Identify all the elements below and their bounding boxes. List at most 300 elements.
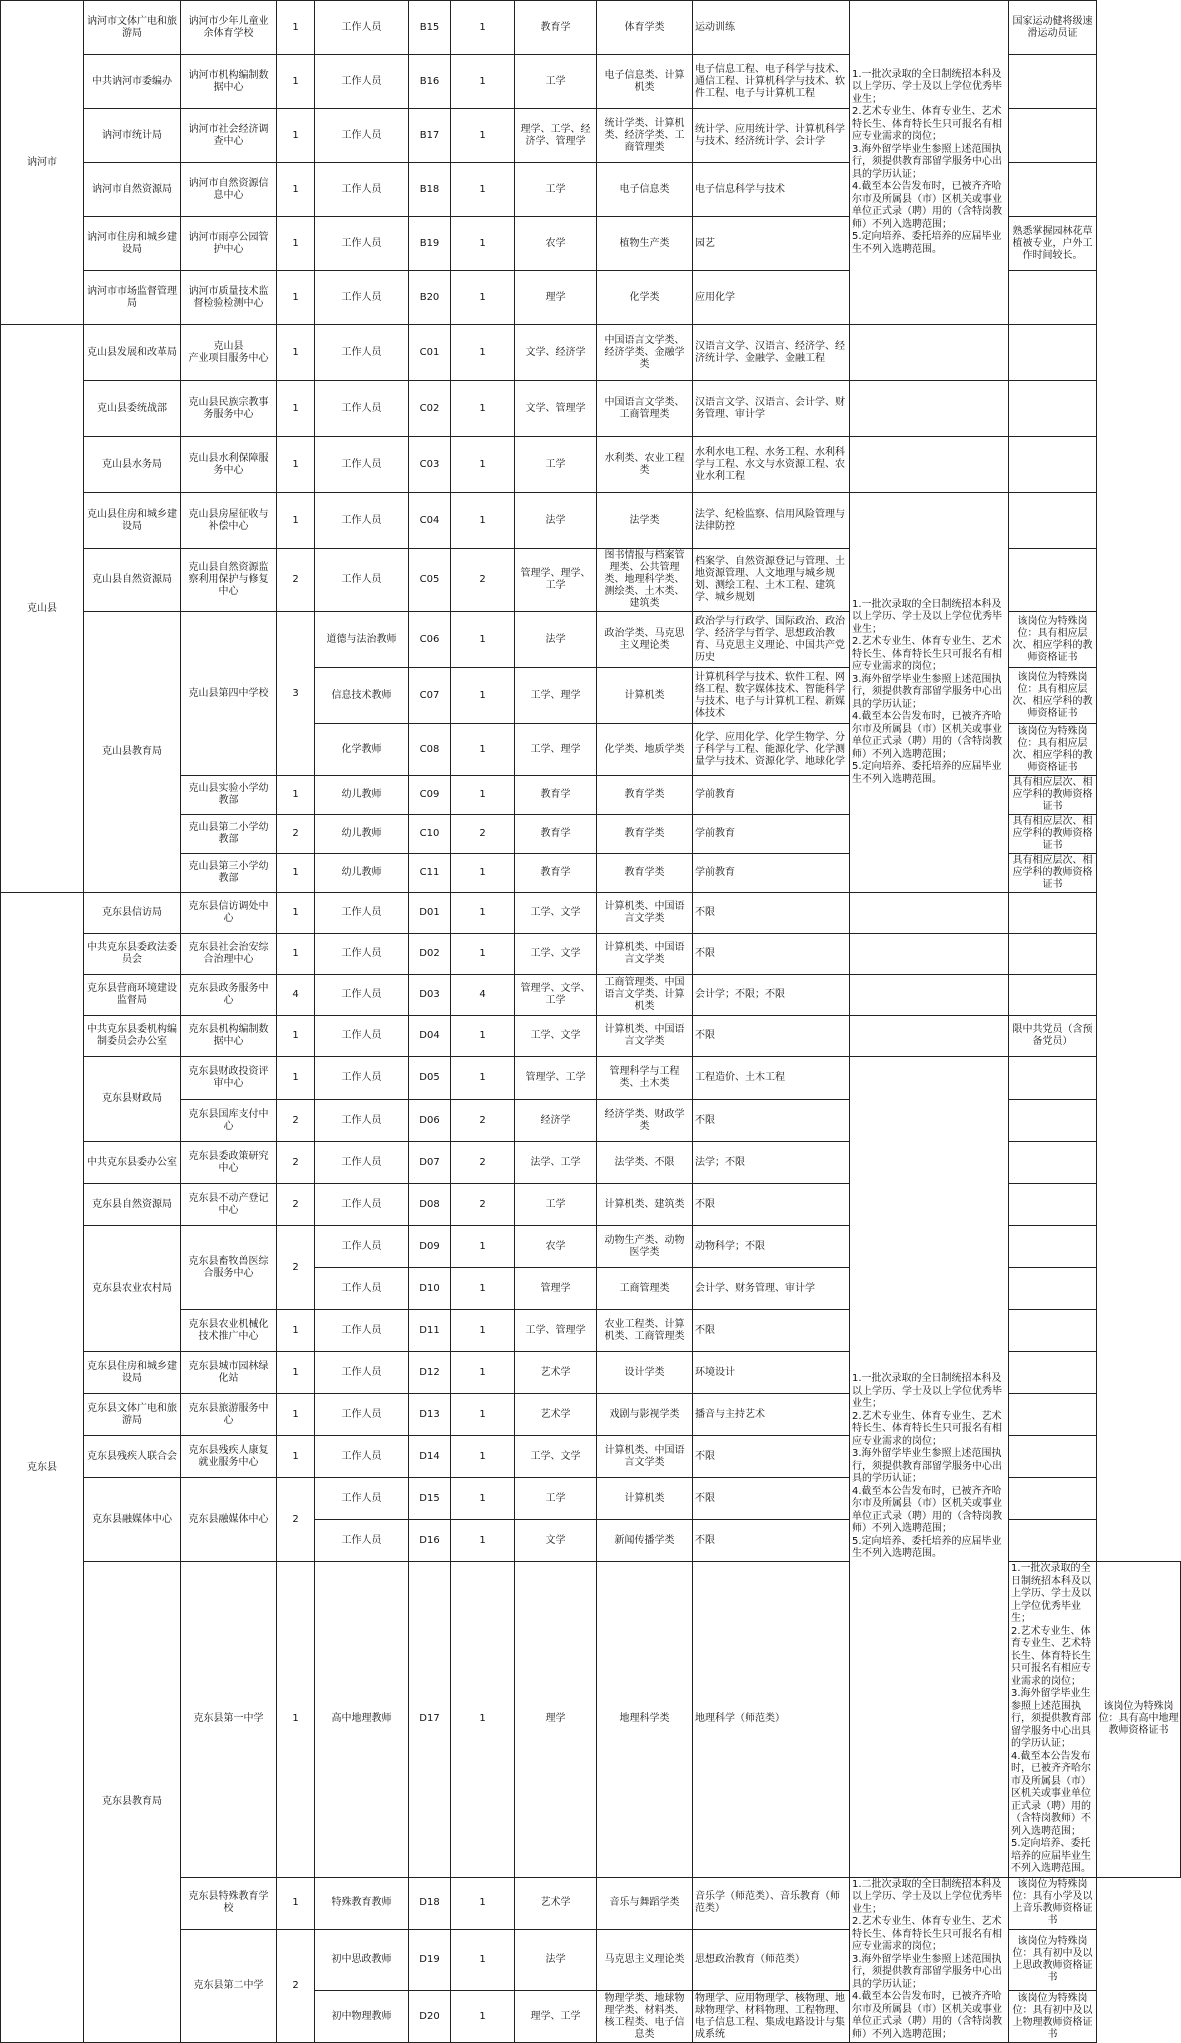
position-cell: 工作人员 (315, 1142, 409, 1184)
major-class-cell: 戏剧与影视学类 (597, 1394, 693, 1436)
position-code-cell: D02 (409, 934, 451, 975)
county-cell: 讷河市 (1, 1, 84, 325)
position-cell: 工作人员 (315, 1394, 409, 1436)
headcount-cell: 1 (451, 493, 515, 549)
unit-cell: 讷河市机构编制数据中心 (181, 55, 277, 109)
position-cell: 工作人员 (315, 325, 409, 381)
headcount-cell: 1 (451, 1226, 515, 1268)
major-cell: 动物科学；不限 (693, 1226, 850, 1268)
unit-cell: 讷河市社会经济调查中心 (181, 109, 277, 163)
unit-quota-cell: 2 (277, 1100, 315, 1142)
headcount-cell: 2 (451, 815, 515, 854)
headcount-cell: 1 (451, 163, 515, 217)
major-class-cell: 计算机类、中国语言文学类 (597, 934, 693, 975)
position-code-cell: B19 (409, 217, 451, 271)
major-cell: 学前教育 (693, 854, 850, 893)
major-class-cell: 马克思主义理论类 (597, 1929, 693, 1991)
headcount-cell: 2 (451, 1142, 515, 1184)
position-cell: 初中物理教师 (315, 1991, 409, 2043)
remarks-cell (1009, 109, 1097, 163)
discipline-category-cell: 工学、文学 (515, 934, 597, 975)
major-cell: 运动训练 (693, 1, 850, 55)
table-row (1, 934, 1181, 975)
position-code-cell: D15 (409, 1478, 451, 1520)
department-cell: 中共克东县委政法委员会 (84, 934, 181, 975)
position-cell: 工作人员 (315, 1016, 409, 1057)
discipline-category-cell: 工学、理学 (515, 724, 597, 776)
position-code-cell: C03 (409, 437, 451, 493)
headcount-cell: 1 (451, 1991, 515, 2043)
position-cell: 工作人员 (315, 1226, 409, 1268)
table-row (1, 975, 1181, 1016)
unit-quota-cell: 1 (277, 893, 315, 934)
headcount-cell: 1 (451, 934, 515, 975)
position-cell: 工作人员 (315, 1184, 409, 1226)
unit-cell: 讷河市质量技术监督检验检测中心 (181, 271, 277, 325)
position-cell: 工作人员 (315, 55, 409, 109)
position-cell: 工作人员 (315, 1268, 409, 1310)
unit-cell: 克东县农业机械化技术推广中心 (181, 1310, 277, 1352)
major-cell: 环境设计 (693, 1352, 850, 1394)
unit-quota-cell: 1 (277, 1562, 315, 1878)
remarks-cell (1009, 437, 1097, 493)
major-class-cell: 中国语言文学类、经济学类、金融学类 (597, 325, 693, 381)
major-cell: 思想政治教育（师范类） (693, 1929, 850, 1991)
position-cell: 工作人员 (315, 934, 409, 975)
position-cell: 工作人员 (315, 975, 409, 1016)
position-code-cell: B20 (409, 271, 451, 325)
position-cell: 化学教师 (315, 724, 409, 776)
table-row (1, 1, 1181, 55)
discipline-category-cell: 文学、经济学 (515, 325, 597, 381)
discipline-category-cell: 工学 (515, 1478, 597, 1520)
major-class-cell: 农业工程类、计算机类、工商管理类 (597, 1310, 693, 1352)
requirements-note-cell: 1.二批次录取的全日制统招本科及以上学历、学士及以上学位优秀毕业生； 2.艺术专业生、体育专业生、艺术特长生、体育特长生只可报名有相应专业需求的岗位； 3.海外留学毕业生参照上述范围执行，须提供教育部留学服务中心出具的学历认证； 4.截至本公告发布时，已被齐齐哈尔市及所属县（市）区机关或事业单位正式录（聘）用的（含特岗教师）不列入选聘范围； (850, 1877, 1009, 2043)
position-code-cell: D10 (409, 1268, 451, 1310)
major-class-cell: 工商管理类、中国语言文学类、计算机类 (597, 975, 693, 1016)
position-code-cell: D01 (409, 893, 451, 934)
headcount-cell: 1 (451, 1478, 515, 1520)
unit-quota-cell: 1 (277, 271, 315, 325)
major-class-cell: 动物生产类、动物医学类 (597, 1226, 693, 1268)
requirements-note-cell: 1.一批次录取的全日制统招本科及以上学历、学士及以上学位优秀毕业生； 2.艺术专业生、体育专业生、艺术特长生、体育特长生只可报名有相应专业需求的岗位； 3.海外留学毕业生参照上述范围执行，须提供教育部留学服务中心出具的学历认证； 4.截至本公告发布时，已被齐齐哈尔市及所属县（市）区机关或事业单位正式录（聘）用的（含特岗教师）不列入选聘范围； 5.定向培养、委托培养的应届毕业生不列入选聘范围。 (850, 1057, 1009, 1878)
unit-cell: 克东县第二中学 (181, 1929, 277, 2043)
unit-quota-cell: 1 (277, 381, 315, 437)
discipline-category-cell: 教育学 (515, 1, 597, 55)
major-cell: 法学、纪检监察、信用风险管理与法律防控 (693, 493, 850, 549)
headcount-cell: 1 (451, 109, 515, 163)
remarks-cell (1009, 1100, 1097, 1142)
major-cell: 播音与主持艺术 (693, 1394, 850, 1436)
major-cell: 不限 (693, 934, 850, 975)
table-row (1, 493, 1181, 549)
unit-cell: 讷河市雨亭公园管护中心 (181, 217, 277, 271)
headcount-cell: 1 (451, 854, 515, 893)
position-code-cell: C08 (409, 724, 451, 776)
unit-quota-cell: 2 (277, 1478, 315, 1562)
department-cell: 克东县财政局 (84, 1057, 181, 1142)
position-code-cell: D05 (409, 1057, 451, 1100)
headcount-cell: 1 (451, 381, 515, 437)
requirements-note-cell (850, 934, 1009, 975)
discipline-category-cell: 艺术学 (515, 1394, 597, 1436)
unit-cell: 克东县融媒体中心 (181, 1478, 277, 1562)
position-cell: 工作人员 (315, 1520, 409, 1562)
remarks-cell: 限中共党员（含预备党员） (1009, 1016, 1097, 1057)
position-code-cell: C07 (409, 668, 451, 724)
unit-cell: 克山县第二小学幼教部 (181, 815, 277, 854)
headcount-cell: 1 (451, 55, 515, 109)
major-class-cell: 工商管理类 (597, 1268, 693, 1310)
position-cell: 工作人员 (315, 1478, 409, 1520)
major-cell: 不限 (693, 1310, 850, 1352)
position-cell: 工作人员 (315, 1057, 409, 1100)
department-cell: 克山县教育局 (84, 612, 181, 893)
unit-quota-cell: 1 (277, 1352, 315, 1394)
position-cell: 幼儿教师 (315, 776, 409, 815)
remarks-cell (1009, 1436, 1097, 1478)
headcount-cell: 4 (451, 975, 515, 1016)
headcount-cell: 1 (451, 1016, 515, 1057)
major-cell: 学前教育 (693, 815, 850, 854)
unit-cell: 讷河市少年儿童业余体育学校 (181, 1, 277, 55)
unit-quota-cell: 2 (277, 815, 315, 854)
department-cell: 讷河市统计局 (84, 109, 181, 163)
position-code-cell: B17 (409, 109, 451, 163)
remarks-cell (1009, 493, 1097, 549)
headcount-cell: 1 (451, 776, 515, 815)
position-code-cell: D12 (409, 1352, 451, 1394)
position-cell: 工作人员 (315, 109, 409, 163)
remarks-cell (1009, 271, 1097, 325)
remarks-cell (1009, 975, 1097, 1016)
discipline-category-cell: 工学、理学 (515, 668, 597, 724)
discipline-category-cell: 理学、工学 (515, 1991, 597, 2043)
position-code-cell: D04 (409, 1016, 451, 1057)
major-cell: 水利水电工程、水务工程、水利科学与工程、水文与水资源工程、农业水利工程 (693, 437, 850, 493)
remarks-cell: 具有相应层次、相应学科的教师资格证书 (1009, 776, 1097, 815)
major-class-cell: 计算机类、中国语言文学类 (597, 1436, 693, 1478)
unit-cell: 克山县民族宗教事务服务中心 (181, 381, 277, 437)
remarks-cell: 该岗位为特殊岗位：具有相应层次、相应学科的教师资格证书 (1009, 668, 1097, 724)
position-code-cell: D17 (409, 1562, 451, 1878)
position-cell: 工作人员 (315, 493, 409, 549)
unit-quota-cell: 4 (277, 975, 315, 1016)
major-class-cell: 设计学类 (597, 1352, 693, 1394)
major-cell: 不限 (693, 1478, 850, 1520)
major-cell: 不限 (693, 1520, 850, 1562)
major-cell: 化学、应用化学、化学生物学、分子科学与工程、能源化学、化学测量学与技术、资源化学、地球化学 (693, 724, 850, 776)
unit-cell: 克东县城市园林绿化站 (181, 1352, 277, 1394)
major-cell: 档案学、自然资源登记与管理、土地资源管理、人文地理与城乡规划、测绘工程、土木工程、建筑学、城乡规划 (693, 549, 850, 612)
unit-quota-cell: 2 (277, 1929, 315, 2043)
position-code-cell: C11 (409, 854, 451, 893)
position-code-cell: B18 (409, 163, 451, 217)
major-class-cell: 法学类 (597, 493, 693, 549)
remarks-cell (1009, 1478, 1097, 1520)
major-cell: 汉语言文学、汉语言、经济学、经济统计学、金融学、金融工程 (693, 325, 850, 381)
remarks-cell: 该岗位为特殊岗位：具有相应层次、相应学科的教师资格证书 (1009, 612, 1097, 668)
unit-cell: 克东县第一中学 (181, 1562, 277, 1878)
remarks-cell (1009, 934, 1097, 975)
major-class-cell: 中国语言文学类、工商管理类 (597, 381, 693, 437)
major-cell: 应用化学 (693, 271, 850, 325)
department-cell: 克东县营商环境建设监督局 (84, 975, 181, 1016)
position-code-cell: D09 (409, 1226, 451, 1268)
discipline-category-cell: 工学 (515, 1184, 597, 1226)
discipline-category-cell: 工学、文学 (515, 893, 597, 934)
department-cell: 克山县发展和改革局 (84, 325, 181, 381)
department-cell: 讷河市住房和城乡建设局 (84, 217, 181, 271)
major-class-cell: 经济学类、财政学类 (597, 1100, 693, 1142)
unit-cell: 克东县信访调处中心 (181, 893, 277, 934)
position-code-cell: D18 (409, 1877, 451, 1929)
department-cell: 克东县住房和城乡建设局 (84, 1352, 181, 1394)
discipline-category-cell: 工学、管理学 (515, 1310, 597, 1352)
major-class-cell: 计算机类 (597, 1478, 693, 1520)
discipline-category-cell: 理学 (515, 1562, 597, 1878)
discipline-category-cell: 文学、管理学 (515, 381, 597, 437)
headcount-cell: 1 (451, 1, 515, 55)
major-class-cell: 教育学类 (597, 776, 693, 815)
remarks-cell (1009, 1057, 1097, 1100)
remarks-cell (1009, 1184, 1097, 1226)
discipline-category-cell: 教育学 (515, 815, 597, 854)
headcount-cell: 1 (451, 1877, 515, 1929)
position-cell: 幼儿教师 (315, 815, 409, 854)
discipline-category-cell: 管理学 (515, 1268, 597, 1310)
department-cell: 中共克东县委办公室 (84, 1142, 181, 1184)
major-class-cell: 统计学类、计算机类、经济学类、工商管理类 (597, 109, 693, 163)
table-row (1, 325, 1181, 381)
table-row (1, 1016, 1181, 1057)
department-cell: 克东县自然资源局 (84, 1184, 181, 1226)
major-class-cell: 政治学类、马克思主义理论类 (597, 612, 693, 668)
unit-cell: 克山县 产业项目服务中心 (181, 325, 277, 381)
major-class-cell: 法学类、不限 (597, 1142, 693, 1184)
discipline-category-cell: 法学 (515, 612, 597, 668)
remarks-cell (1009, 1394, 1097, 1436)
requirements-note-cell (850, 437, 1009, 493)
headcount-cell: 1 (451, 612, 515, 668)
unit-quota-cell: 2 (277, 1184, 315, 1226)
position-cell: 工作人员 (315, 893, 409, 934)
major-cell: 法学；不限 (693, 1142, 850, 1184)
position-code-cell: D19 (409, 1929, 451, 1991)
discipline-category-cell: 管理学、理学、工学 (515, 549, 597, 612)
requirements-note-cell (850, 1016, 1009, 1057)
headcount-cell: 1 (451, 1057, 515, 1100)
unit-quota-cell: 1 (277, 109, 315, 163)
unit-cell: 克山县第四中学校 (181, 612, 277, 776)
unit-quota-cell: 1 (277, 1310, 315, 1352)
unit-quota-cell: 3 (277, 612, 315, 776)
major-cell: 工程造价、土木工程 (693, 1057, 850, 1100)
unit-quota-cell: 1 (277, 325, 315, 381)
unit-quota-cell: 1 (277, 1436, 315, 1478)
major-cell: 物理学、应用物理学、核物理、地球物理学、材料物理、工程物理、电子信息工程、集成电路设计与集成系统 (693, 1991, 850, 2043)
position-cell: 工作人员 (315, 549, 409, 612)
major-class-cell: 教育学类 (597, 854, 693, 893)
major-class-cell: 电子信息类、计算机类 (597, 55, 693, 109)
position-cell: 工作人员 (315, 381, 409, 437)
position-code-cell: D20 (409, 1991, 451, 2043)
department-cell: 克东县残疾人联合会 (84, 1436, 181, 1478)
unit-quota-cell: 1 (277, 1016, 315, 1057)
unit-quota-cell: 1 (277, 1394, 315, 1436)
major-cell: 不限 (693, 893, 850, 934)
remarks-cell (1009, 381, 1097, 437)
discipline-category-cell: 文学 (515, 1520, 597, 1562)
remarks-cell (1009, 549, 1097, 612)
major-class-cell: 水利类、农业工程类 (597, 437, 693, 493)
position-cell: 工作人员 (315, 1352, 409, 1394)
unit-cell: 克山县实验小学幼教部 (181, 776, 277, 815)
unit-cell: 克山县自然资源监察利用保护与修复中心 (181, 549, 277, 612)
major-cell: 地理科学（师范类） (693, 1562, 850, 1878)
headcount-cell: 1 (451, 893, 515, 934)
headcount-cell: 1 (451, 437, 515, 493)
unit-quota-cell: 1 (277, 217, 315, 271)
discipline-category-cell: 农学 (515, 1226, 597, 1268)
position-cell: 特殊教育教师 (315, 1877, 409, 1929)
discipline-category-cell: 农学 (515, 217, 597, 271)
discipline-category-cell: 理学、工学、经济学、管理学 (515, 109, 597, 163)
position-code-cell: B16 (409, 55, 451, 109)
position-code-cell: D13 (409, 1394, 451, 1436)
headcount-cell: 1 (451, 325, 515, 381)
position-code-cell: C06 (409, 612, 451, 668)
unit-cell: 克东县机构编制数据中心 (181, 1016, 277, 1057)
position-code-cell: C05 (409, 549, 451, 612)
major-cell: 不限 (693, 1016, 850, 1057)
remarks-cell (1009, 1142, 1097, 1184)
department-cell: 克山县水务局 (84, 437, 181, 493)
headcount-cell: 1 (451, 1268, 515, 1310)
unit-cell: 克东县财政投资评审中心 (181, 1057, 277, 1100)
major-class-cell: 化学类、地质学类 (597, 724, 693, 776)
discipline-category-cell: 工学 (515, 163, 597, 217)
major-cell: 不限 (693, 1100, 850, 1142)
unit-cell: 克东县特殊教育学校 (181, 1877, 277, 1929)
remarks-cell: 具有相应层次、相应学科的教师资格证书 (1009, 815, 1097, 854)
table-row (1, 1057, 1181, 1100)
unit-cell: 克东县社会治安综合治理中心 (181, 934, 277, 975)
major-cell: 不限 (693, 1436, 850, 1478)
department-cell: 克山县自然资源局 (84, 549, 181, 612)
headcount-cell: 2 (451, 549, 515, 612)
position-code-cell: C02 (409, 381, 451, 437)
remarks-cell (1009, 1310, 1097, 1352)
discipline-category-cell: 艺术学 (515, 1877, 597, 1929)
department-cell: 克东县教育局 (84, 1562, 181, 2043)
discipline-category-cell: 经济学 (515, 1100, 597, 1142)
headcount-cell: 1 (451, 724, 515, 776)
major-class-cell: 物理学类、地球物理学类、材料类、核工程类、电子信息类 (597, 1991, 693, 2043)
major-class-cell: 计算机类 (597, 668, 693, 724)
position-cell: 幼儿教师 (315, 854, 409, 893)
remarks-cell (1009, 1226, 1097, 1268)
unit-cell: 克东县政务服务中心 (181, 975, 277, 1016)
discipline-category-cell: 法学 (515, 493, 597, 549)
position-cell: 工作人员 (315, 1, 409, 55)
position-cell: 工作人员 (315, 163, 409, 217)
unit-quota-cell: 1 (277, 1, 315, 55)
discipline-category-cell: 法学 (515, 1929, 597, 1991)
headcount-cell: 1 (451, 1394, 515, 1436)
discipline-category-cell: 管理学、文学、工学 (515, 975, 597, 1016)
remarks-cell (1009, 163, 1097, 217)
department-cell: 讷河市文体广电和旅游局 (84, 1, 181, 55)
remarks-cell (1009, 1268, 1097, 1310)
position-code-cell: D03 (409, 975, 451, 1016)
major-cell: 统计学、应用统计学、计算机科学与技术、经济统计学、会计学 (693, 109, 850, 163)
department-cell: 克东县文体广电和旅游局 (84, 1394, 181, 1436)
table-row (1, 893, 1181, 934)
requirements-note-cell (850, 325, 1009, 381)
major-class-cell: 植物生产类 (597, 217, 693, 271)
department-cell: 克东县信访局 (84, 893, 181, 934)
major-class-cell: 计算机类、建筑类 (597, 1184, 693, 1226)
unit-quota-cell: 2 (277, 549, 315, 612)
remarks-cell (1009, 325, 1097, 381)
major-cell: 会计学、财务管理、审计学 (693, 1268, 850, 1310)
position-cell: 工作人员 (315, 1310, 409, 1352)
major-cell: 园艺 (693, 217, 850, 271)
county-cell: 克山县 (1, 325, 84, 893)
table-row (1, 381, 1181, 437)
major-cell: 不限 (693, 1184, 850, 1226)
position-code-cell: D11 (409, 1310, 451, 1352)
position-code-cell: D06 (409, 1100, 451, 1142)
unit-quota-cell: 1 (277, 776, 315, 815)
unit-cell: 克山县房屋征收与补偿中心 (181, 493, 277, 549)
headcount-cell: 2 (451, 1184, 515, 1226)
department-cell: 克东县融媒体中心 (84, 1478, 181, 1562)
remarks-cell: 具有相应层次、相应学科的教师资格证书 (1009, 854, 1097, 893)
remarks-cell (1009, 55, 1097, 109)
position-cell: 信息技术教师 (315, 668, 409, 724)
requirements-note-cell (850, 893, 1009, 934)
discipline-category-cell: 理学 (515, 271, 597, 325)
department-cell: 克山县住房和城乡建设局 (84, 493, 181, 549)
major-class-cell: 管理科学与工程类、土木类 (597, 1057, 693, 1100)
requirements-note-cell: 1.一批次录取的全日制统招本科及以上学历、学士及以上学位优秀毕业生； 2.艺术专业生、体育专业生、艺术特长生、体育特长生只可报名有相应专业需求的岗位； 3.海外留学毕业生参照上述范围执行，须提供教育部留学服务中心出具的学历认证； 4.截至本公告发布时，已被齐齐哈尔市及所属县（市）区机关或事业单位正式录（聘）用的（含特岗教师）不列入选聘范围； 5.定向培养、委托培养的应届毕业生不列入选聘范围。 (850, 493, 1009, 893)
unit-cell: 克东县旅游服务中心 (181, 1394, 277, 1436)
remarks-cell: 该岗位为特殊岗位：具有初中及以上思政教师资格证书 (1009, 1929, 1097, 1991)
position-code-cell: B15 (409, 1, 451, 55)
unit-quota-cell: 2 (277, 1226, 315, 1310)
unit-quota-cell: 1 (277, 1877, 315, 1929)
headcount-cell: 1 (451, 271, 515, 325)
requirements-note-cell (850, 975, 1009, 1016)
major-cell: 政治学与行政学、国际政治、政治学、经济学与哲学、思想政治教育、马克思主义理论、中国共产党历史 (693, 612, 850, 668)
major-class-cell: 图书情报与档案管理类、公共管理类、地理科学类、测绘类、土木类、建筑类 (597, 549, 693, 612)
remarks-cell: 国家运动健将级速滑运动员证 (1009, 1, 1097, 55)
requirements-note-cell: 1.一批次录取的全日制统招本科及以上学历、学士及以上学位优秀毕业生； 2.艺术专业生、体育专业生、艺术特长生、体育特长生只可报名有相应专业需求的岗位； 3.海外留学毕业生参照上述范围执行，须提供教育部留学服务中心出具的学历认证； 4.截至本公告发布时，已被齐齐哈尔市及所属县（市）区机关或事业单位正式录（聘）用的（含特岗教师）不列入选聘范围； 5.定向培养、委托培养的应届毕业生不列入选聘范围。 (850, 1, 1009, 325)
major-class-cell: 音乐与舞蹈学类 (597, 1877, 693, 1929)
position-cell: 工作人员 (315, 217, 409, 271)
discipline-category-cell: 法学、工学 (515, 1142, 597, 1184)
major-class-cell: 体育学类 (597, 1, 693, 55)
unit-cell: 克东县国库支付中心 (181, 1100, 277, 1142)
major-cell: 会计学；不限；不限 (693, 975, 850, 1016)
discipline-category-cell: 教育学 (515, 776, 597, 815)
position-cell: 道德与法治教师 (315, 612, 409, 668)
discipline-category-cell: 工学 (515, 55, 597, 109)
remarks-cell (1009, 1352, 1097, 1394)
headcount-cell: 1 (451, 1929, 515, 1991)
